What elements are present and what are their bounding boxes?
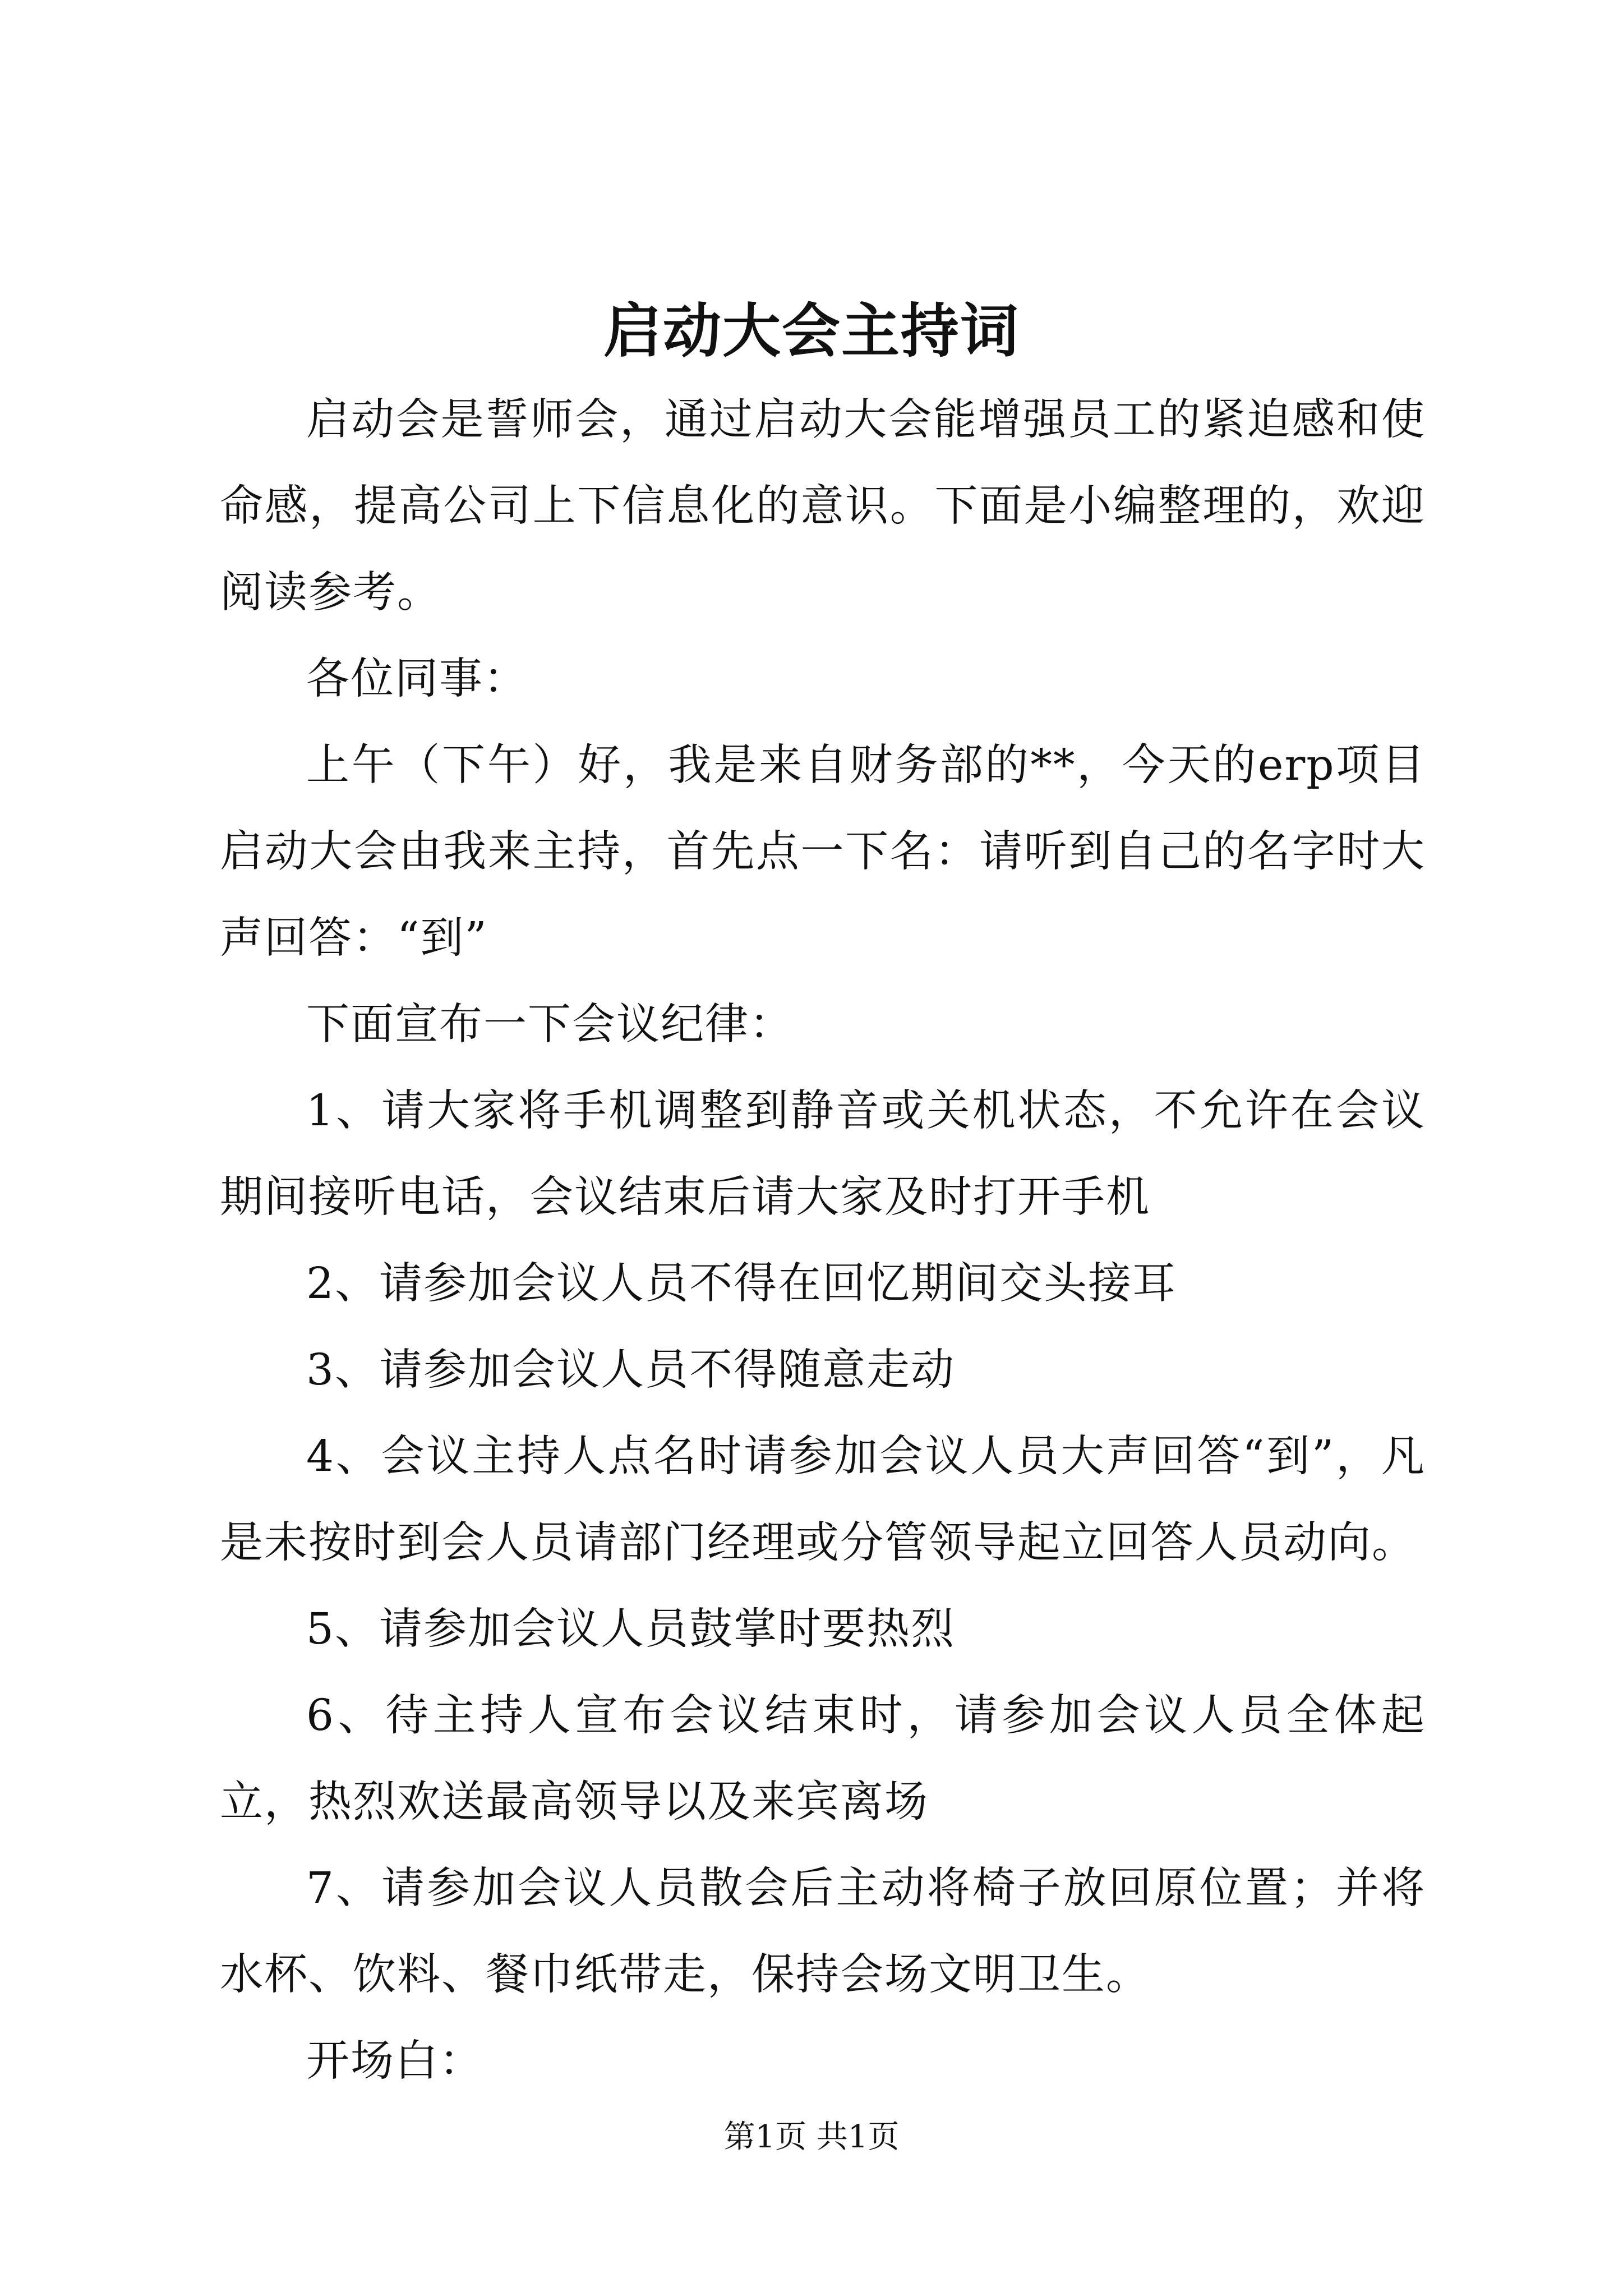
paragraph-rule-4: 4、会议主持人点名时请参加会议人员大声回答“到”，凡是未按时到会人员请部门经理或分管领导起立回答人员动向。 <box>220 1432 1426 1568</box>
paragraph-rules-heading: 下面宣布一下会议纪律： <box>306 1000 794 1050</box>
paragraph-opening: 开场白： <box>306 2036 483 2086</box>
paragraph-greeting: 上午（下午）好，我是来自财务部的**，今天的erp项目启动大会由我来主持，首先点一下名：请听到自己的名字时大声回答：“到” <box>220 740 1426 963</box>
paragraph-rule-3: 3、请参加会议人员不得随意走动 <box>306 1345 955 1395</box>
paragraph-rule-1: 1、请大家将手机调整到静音或关机状态，不允许在会议期间接听电话，会议结束后请大家及时打开手机 <box>220 1086 1426 1222</box>
paragraph-intro: 启动会是誓师会，通过启动大会能增强员工的紧迫感和使命感，提高公司上下信息化的意识。下面是小编整理的，欢迎阅读参考。 <box>220 395 1426 618</box>
paragraph-rule-6: 6、待主持人宣布会议结束时，请参加会议人员全体起立，热烈欢送最高领导以及来宾离场 <box>220 1691 1426 1827</box>
paragraph-rule-7: 7、请参加会议人员散会后主动将椅子放回原位置；并将水杯、饮料、餐巾纸带走，保持会场文明卫生。 <box>220 1864 1426 2000</box>
document-title: 启动大会主持词 <box>603 296 1020 365</box>
document-body <box>220 377 1426 2105</box>
paragraph-salutation: 各位同事： <box>306 654 528 704</box>
paragraph-rule-2: 2、请参加会议人员不得在回忆期间交头接耳 <box>306 1259 1177 1309</box>
paragraph-rule-5: 5、请参加会议人员鼓掌时要热烈 <box>306 1604 955 1654</box>
page-number-footer: 第1页 共1页 <box>723 2119 900 2155</box>
